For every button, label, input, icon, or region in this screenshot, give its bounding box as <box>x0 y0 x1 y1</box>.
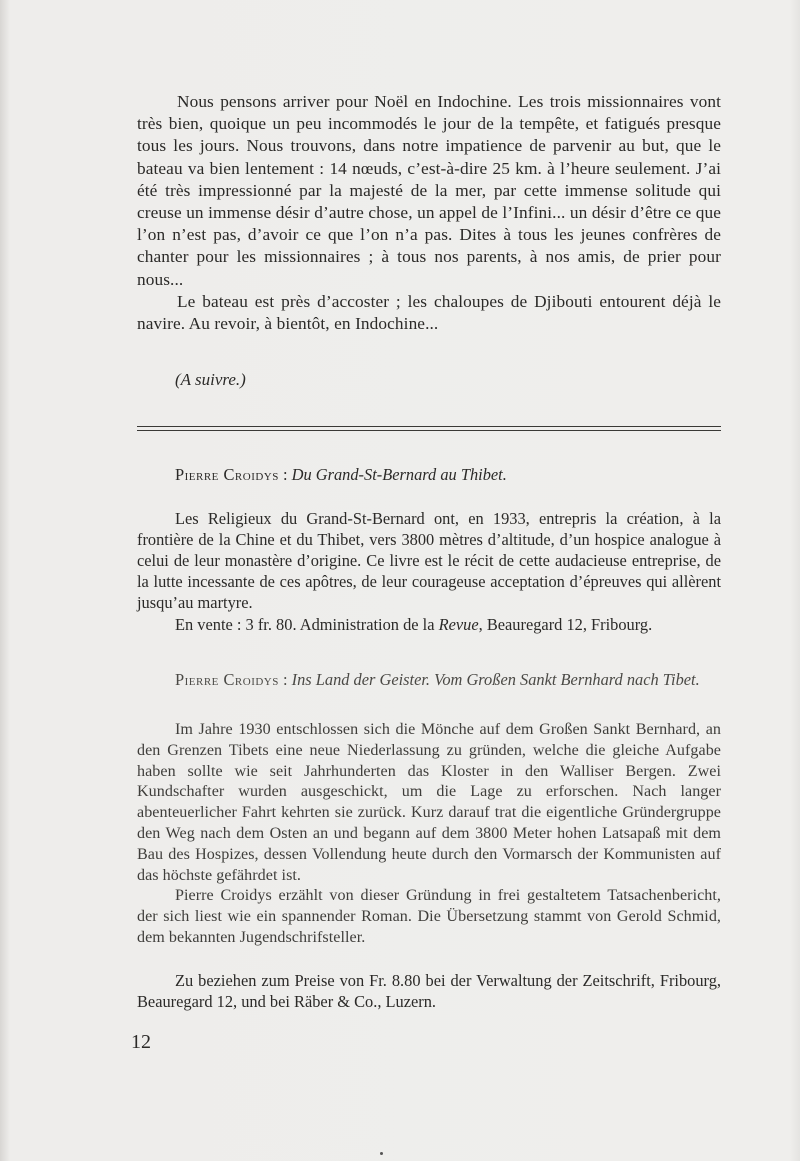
section-divider-top <box>137 426 721 427</box>
print-speck <box>380 1152 383 1155</box>
review-1-heading <box>137 464 721 485</box>
letter-paragraph-1: Nous pensons arriver pour Noël en Indochine. Les trois missionnaires vont très bien, quoique un peu incommodés le jour de la tempête, et fatigués presque tous les jours. Nous trouvons, dans notre impatience de parvenir au but, que le bateau va bien lentement : 14 nœuds, c’est-à-dire 25 km. à l’heure seulement. J’ai été très impressionné par la majesté de la mer, par cette immense solitude qui creuse un immense désir d’autre chose, un appel de l’Infini... un désir d’être ce que l’on n’est pas, d’avoir ce que l’on n’a pas. Dites à tous les jeunes confrères de chanter pour les missionnaires ; à tous nos parents, à nos amis, de prier pour nous... <box>137 92 721 289</box>
letter-paragraph-2: Le bateau est près d’accoster ; les chaloupes de Djibouti entourent déjà le navire. Au revoir, à bientôt, en Indochine... <box>137 291 721 334</box>
review-2-sale <box>137 970 721 1012</box>
review-2-author: Pierre Croidys <box>175 670 279 689</box>
review-1-sale-prefix: En vente : 3 fr. 80. Administration de la <box>175 615 439 634</box>
review-2-separator: : <box>278 670 292 689</box>
review-1-sale-journal: Revue <box>438 615 479 634</box>
review-2-paragraph-1: Im Jahre 1930 entschlossen sich die Mönche auf dem Großen Sankt Bernhard, an den Grenzen Tibets eine neue Niederlassung zu gründen, welche die gleiche Aufgabe haben sollte wie seit Jahrhunderten das Kloster in den Walliser Bergen. Zwei Kundschafter wurden ausgeschickt, um die Lage zu erforschen. Nach langer abenteuerlicher Fahrt kehrten sie zurück. Kurz darauf trat die eigentliche Gründergruppe den Weg nach dem Osten an und begann auf dem 3800 Meter hohen Latsapaß mit dem Bau des Hospizes, dessen Vollendung heute durch den Vormarsch der Kommunisten auf das höchste gefährdet ist. <box>137 721 721 884</box>
review-2-paragraph-2: Pierre Croidys erzählt von dieser Gründung in frei gestaltetem Tatsachenbericht, der sich liest wie ein spannender Roman. Die Übersetzung stammt von Gerold Schmid, dem bekannten Jugendschrifsteller. <box>137 887 721 946</box>
review-2-body <box>137 720 721 949</box>
review-1-paragraph: Les Religieux du Grand-St-Bernard ont, en 1933, entrepris la création, à la frontière de la Chine et du Thibet, vers 3800 mètres d’altitude, d’un hospice analogue à celui de leur monastère d’origine. Ce livre est le récit de cette audacieuse entreprise, de la lutte incessante de ces apôtres, de leur courageuse acceptation d’épreuves qui allèrent jusqu’au martyre. <box>137 509 721 612</box>
letter-text <box>137 91 721 335</box>
review-2-sale-text: Zu beziehen zum Preise von Fr. 8.80 bei der Verwaltung der Zeitschrift, Fribourg, Beauregard 12, und bei Räber & Co., Luzern. <box>137 971 721 1011</box>
review-1-sale-suffix: , Beauregard 12, Fribourg. <box>478 615 653 634</box>
to-be-continued: (A suivre.) <box>175 370 246 389</box>
review-2-title: Ins Land der Geister. Vom Großen Sankt Bernhard nach Tibet. <box>291 670 700 689</box>
review-1-body <box>137 508 721 613</box>
review-2-heading <box>137 669 721 690</box>
review-1-author: Pierre Croidys <box>175 465 279 484</box>
section-divider-bottom <box>137 430 721 431</box>
review-1-title: Du Grand-St-Bernard au Thibet. <box>291 465 507 484</box>
review-1-sale <box>137 614 721 635</box>
review-1-separator: : <box>278 465 292 484</box>
page-number: 12 <box>131 1031 151 1053</box>
